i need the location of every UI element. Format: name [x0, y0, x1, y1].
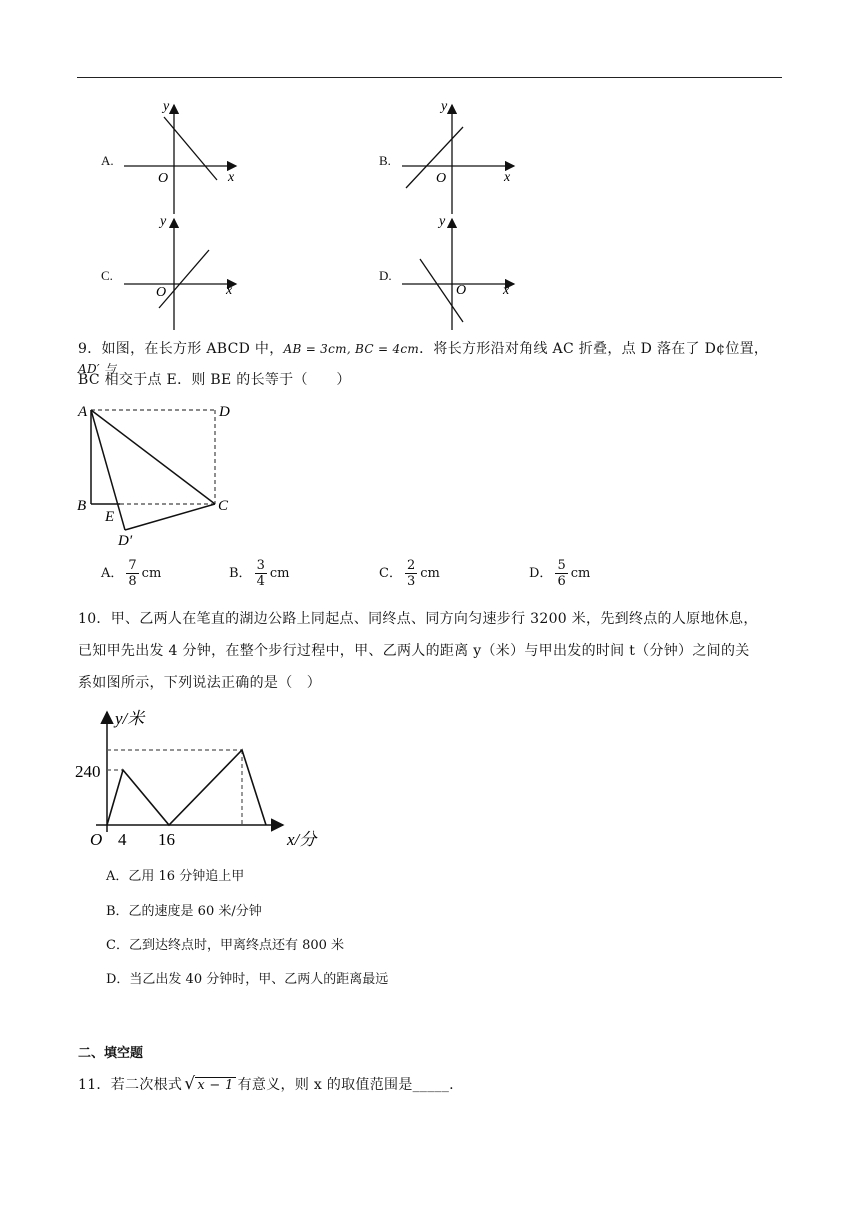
q9-option-c-num: 2: [406, 558, 416, 573]
q10-stem-line3: 系如图所示，下列说法正确的是（ ）: [78, 675, 322, 691]
graph-c-y: y: [160, 214, 167, 229]
q9-option-c[interactable]: [379, 558, 440, 589]
q10-graph: [75, 705, 340, 855]
q9-option-d-num: 5: [557, 558, 566, 573]
q10-tick-4: 4: [118, 830, 127, 849]
graph-d-y: y: [439, 214, 446, 229]
q9-option-c-den: 3: [406, 574, 416, 589]
q11-radicand: x − 1: [197, 1078, 234, 1093]
graph-d-x: x: [503, 283, 510, 298]
q9-option-d-label: D．: [529, 566, 553, 581]
q9-option-a-den: 8: [128, 574, 137, 589]
q10-xlabel: x/分: [287, 830, 317, 849]
q11-post: 有意义，则 x 的取值范围是_____.: [237, 1077, 454, 1093]
q8-option-d-label[interactable]: D.: [379, 268, 392, 283]
q9-text-a: 9．如图，在长方形 ABCD 中，: [78, 341, 284, 357]
q9-option-b[interactable]: [229, 558, 289, 589]
q9-stem-line2: BC 相交于点 E．则 BE 的长等于（ ）: [78, 372, 351, 388]
q11-sqrt: √ x − 1: [184, 1074, 234, 1094]
fig-label-e: E: [105, 509, 115, 525]
q9-adp: AD′ 与: [78, 362, 117, 376]
graph-d: [402, 214, 514, 330]
q10-option-c[interactable]: C．乙到达终点时，甲离终点还有 800 米: [106, 938, 345, 953]
q10-ylabel: y/米: [115, 709, 145, 728]
q9-option-b-label: B．: [229, 566, 252, 581]
q9-option-c-label: C．: [379, 566, 402, 581]
q10-stem-line2: 已知甲先出发 4 分钟，在整个步行过程中，甲、乙两人的距离 y（米）与甲出发的时间 t（分钟）之间的关: [78, 643, 750, 659]
q8-graphs: [0, 0, 860, 340]
q9-option-a-unit: cm: [141, 566, 162, 581]
graph-a-x: x: [228, 170, 235, 185]
q9-option-a[interactable]: [101, 558, 161, 589]
q10-origin: O: [90, 830, 103, 849]
q8-option-a-label[interactable]: A.: [101, 153, 114, 168]
q9-option-b-num: 3: [256, 558, 265, 573]
q9-text-b: ．将长方形沿对角线 AC 折叠，点 D 落在了 D¢位置，: [419, 341, 769, 357]
q11-pre: 11．若二次根式: [78, 1077, 183, 1093]
q8-option-b-label[interactable]: B.: [379, 153, 391, 168]
section-heading: 二、填空题: [78, 1046, 144, 1061]
graph-a-o: O: [158, 171, 169, 186]
graph-d-o: O: [456, 283, 467, 298]
graph-a: [124, 99, 236, 214]
graph-b: [402, 99, 514, 214]
q9-option-d[interactable]: [529, 558, 590, 589]
graph-b-y: y: [441, 99, 448, 114]
q11-stem: [78, 1074, 454, 1096]
graph-c-x: x: [226, 283, 233, 298]
graph-b-o: O: [436, 171, 447, 186]
q9-option-b-unit: cm: [269, 566, 290, 581]
q9-option-d-den: 6: [557, 574, 566, 589]
graph-c-o: O: [156, 285, 167, 300]
fig-label-b: B: [77, 498, 87, 514]
fig-label-c: C: [218, 498, 229, 514]
q10-stem-line1: 10．甲、乙两人在笔直的湖边公路上同起点、同终点、同方向匀速步行 3200 米，先到终点的人原地休息，: [78, 611, 758, 627]
fig-label-a: A: [78, 404, 88, 420]
q9-option-c-unit: cm: [420, 566, 440, 581]
q9-option-a-label: A．: [101, 566, 124, 581]
graph-b-x: x: [504, 170, 511, 185]
q10-option-d[interactable]: D．当乙出发 40 分钟时，甲、乙两人的距离最远: [106, 972, 389, 987]
fig-label-dprime: D′: [118, 533, 133, 549]
graph-c: [124, 214, 236, 330]
q8-option-c-label[interactable]: C.: [101, 268, 113, 283]
q10-option-a[interactable]: A．乙用 16 分钟追上甲: [106, 869, 245, 884]
q9-option-b-den: 4: [256, 574, 265, 589]
q10-tick-240: 240: [75, 762, 101, 781]
q9-option-a-num: 7: [128, 558, 137, 573]
fig-label-d: D: [219, 404, 230, 420]
graph-a-y: y: [163, 99, 170, 114]
q10-tick-16: 16: [158, 830, 175, 849]
q9-figure: [70, 398, 250, 553]
q10-option-b[interactable]: B．乙的速度是 60 米/分钟: [106, 904, 262, 919]
q9-option-d-unit: cm: [570, 566, 591, 581]
q9-condition: AB = 3cm, BC = 4cm: [283, 342, 420, 356]
